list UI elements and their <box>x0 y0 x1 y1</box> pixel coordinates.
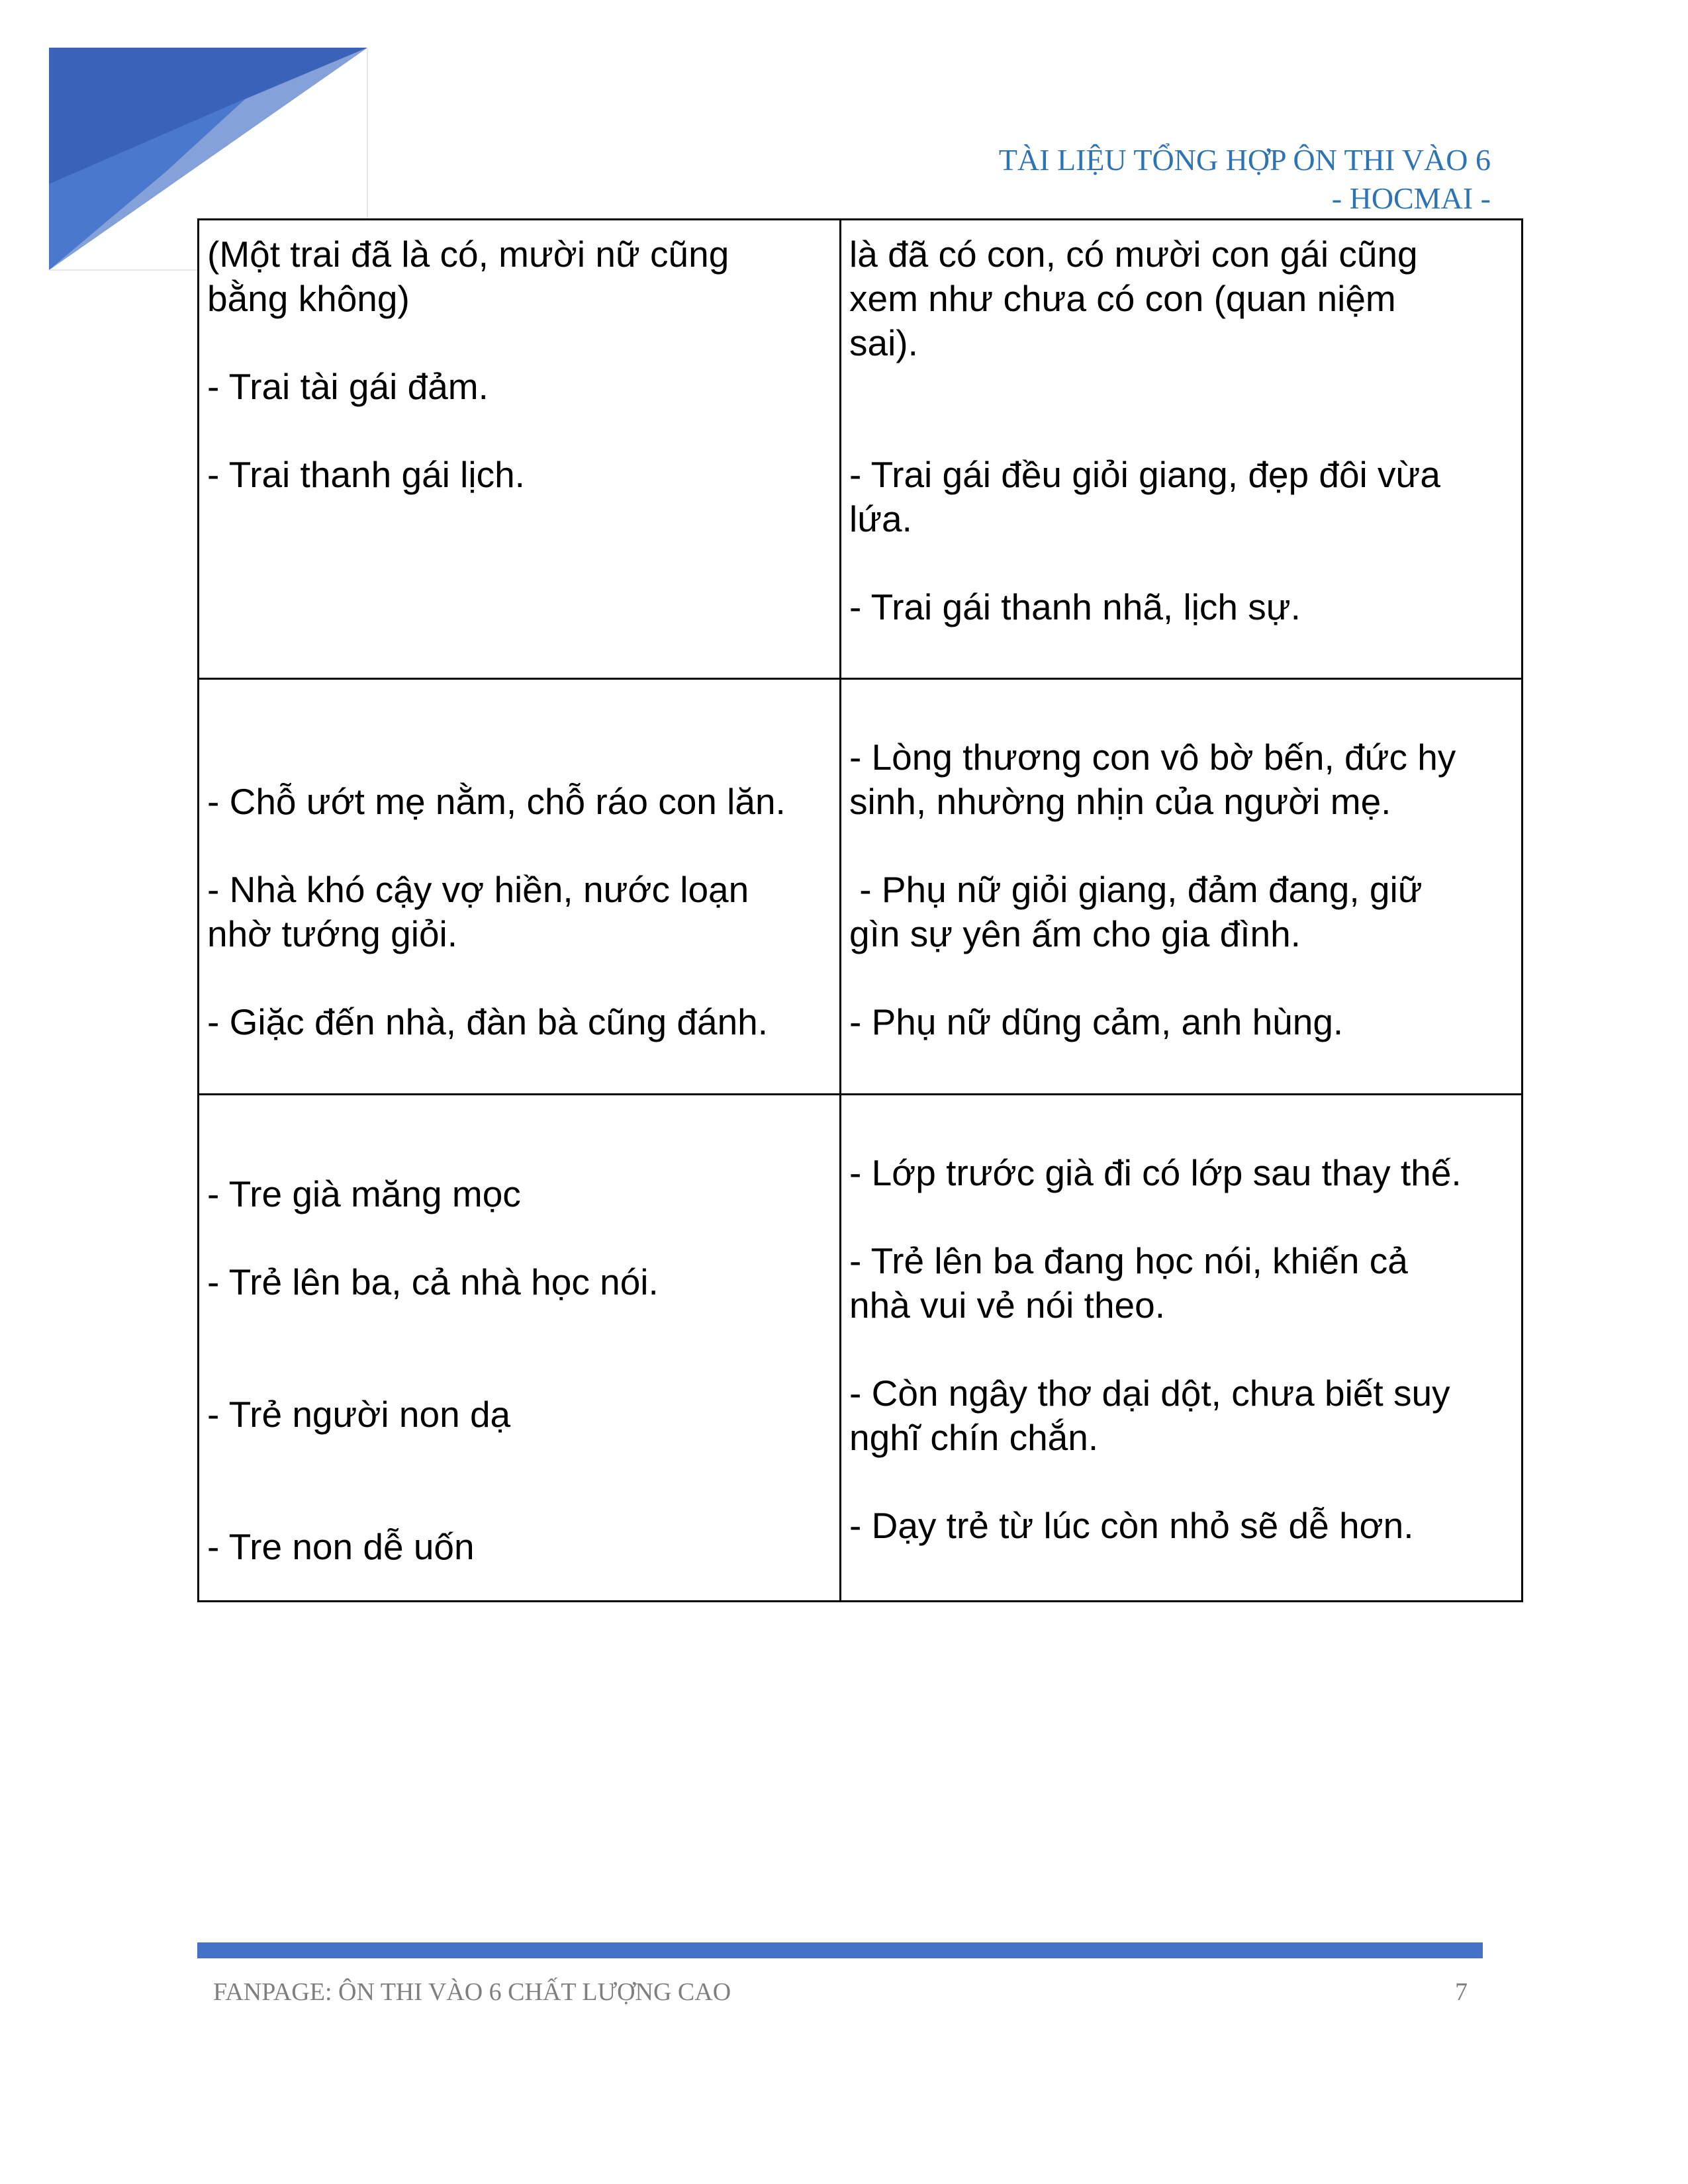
cell-line: - Trẻ lên ba đang học nói, khiến cả <box>849 1240 1408 1281</box>
table-cell-left <box>199 1095 841 1602</box>
footer-fanpage: FANPAGE: ÔN THI VÀO 6 CHẤT LƯỢNG CAO <box>213 1978 731 2006</box>
cell-line: gìn sự yên ấm cho gia đình. <box>849 913 1301 954</box>
cell-line: sai). <box>849 322 918 363</box>
cell-line: (Một trai đã là có, mười nữ cũng <box>207 234 729 275</box>
cell-line: - Chỗ ướt mẹ nằm, chỗ ráo con lăn. <box>207 781 786 822</box>
table-row <box>199 679 1523 1095</box>
cell-line: - Còn ngây thơ dại dột, chưa biết suy <box>849 1373 1450 1414</box>
cell-line: nhờ tướng giỏi. <box>207 913 458 954</box>
table-cell-right <box>841 679 1523 1095</box>
table-row <box>199 220 1523 679</box>
table-row <box>199 1095 1523 1602</box>
header-subtitle: - HOCMAI - <box>1331 181 1491 215</box>
footer-divider <box>197 1942 1483 1958</box>
cell-line: - Trai gái đều giỏi giang, đẹp đôi vừa <box>849 454 1440 495</box>
cell-line: - Giặc đến nhà, đàn bà cũng đánh. <box>207 1001 769 1042</box>
table-cell-right <box>841 220 1523 679</box>
cell-line: là đã có con, có mười con gái cũng <box>849 234 1418 275</box>
cell-line: lứa. <box>849 498 912 539</box>
cell-line: bằng không) <box>207 278 410 319</box>
cell-line: nhà vui vẻ nói theo. <box>849 1285 1166 1326</box>
cell-line: - Phụ nữ giỏi giang, đảm đang, giữ <box>849 869 1423 910</box>
cell-line: sinh, nhường nhịn của người mẹ. <box>849 781 1391 822</box>
cell-line: - Tre già măng mọc <box>207 1173 521 1214</box>
table-cell-left <box>199 220 841 679</box>
proverb-table <box>197 218 1523 1602</box>
cell-line: - Trẻ người non dạ <box>207 1394 511 1435</box>
table-cell-left <box>199 679 841 1095</box>
cell-line: - Lớp trước già đi có lớp sau thay thế. <box>849 1152 1462 1193</box>
cell-line: xem như chưa có con (quan niệm <box>849 278 1396 319</box>
page-number: 7 <box>1455 1978 1468 2006</box>
cell-line: - Nhà khó cậy vợ hiền, nước loạn <box>207 869 749 910</box>
cell-line: - Lòng thương con vô bờ bến, đức hy <box>849 737 1456 778</box>
table-cell-right <box>841 1095 1523 1602</box>
cell-line: - Trẻ lên ba, cả nhà học nói. <box>207 1261 659 1302</box>
cell-line: - Dạy trẻ từ lúc còn nhỏ sẽ dễ hơn. <box>849 1505 1414 1546</box>
cell-line: - Trai gái thanh nhã, lịch sự. <box>849 586 1301 627</box>
header-title: TÀI LIỆU TỔNG HỢP ÔN THI VÀO 6 <box>998 143 1491 177</box>
cell-line: - Trai tài gái đảm. <box>207 366 489 407</box>
cell-line: - Trai thanh gái lịch. <box>207 454 525 495</box>
cell-line: - Tre non dễ uốn <box>207 1526 475 1567</box>
cell-line: nghĩ chín chắn. <box>849 1417 1099 1458</box>
cell-line: - Phụ nữ dũng cảm, anh hùng. <box>849 1001 1344 1042</box>
